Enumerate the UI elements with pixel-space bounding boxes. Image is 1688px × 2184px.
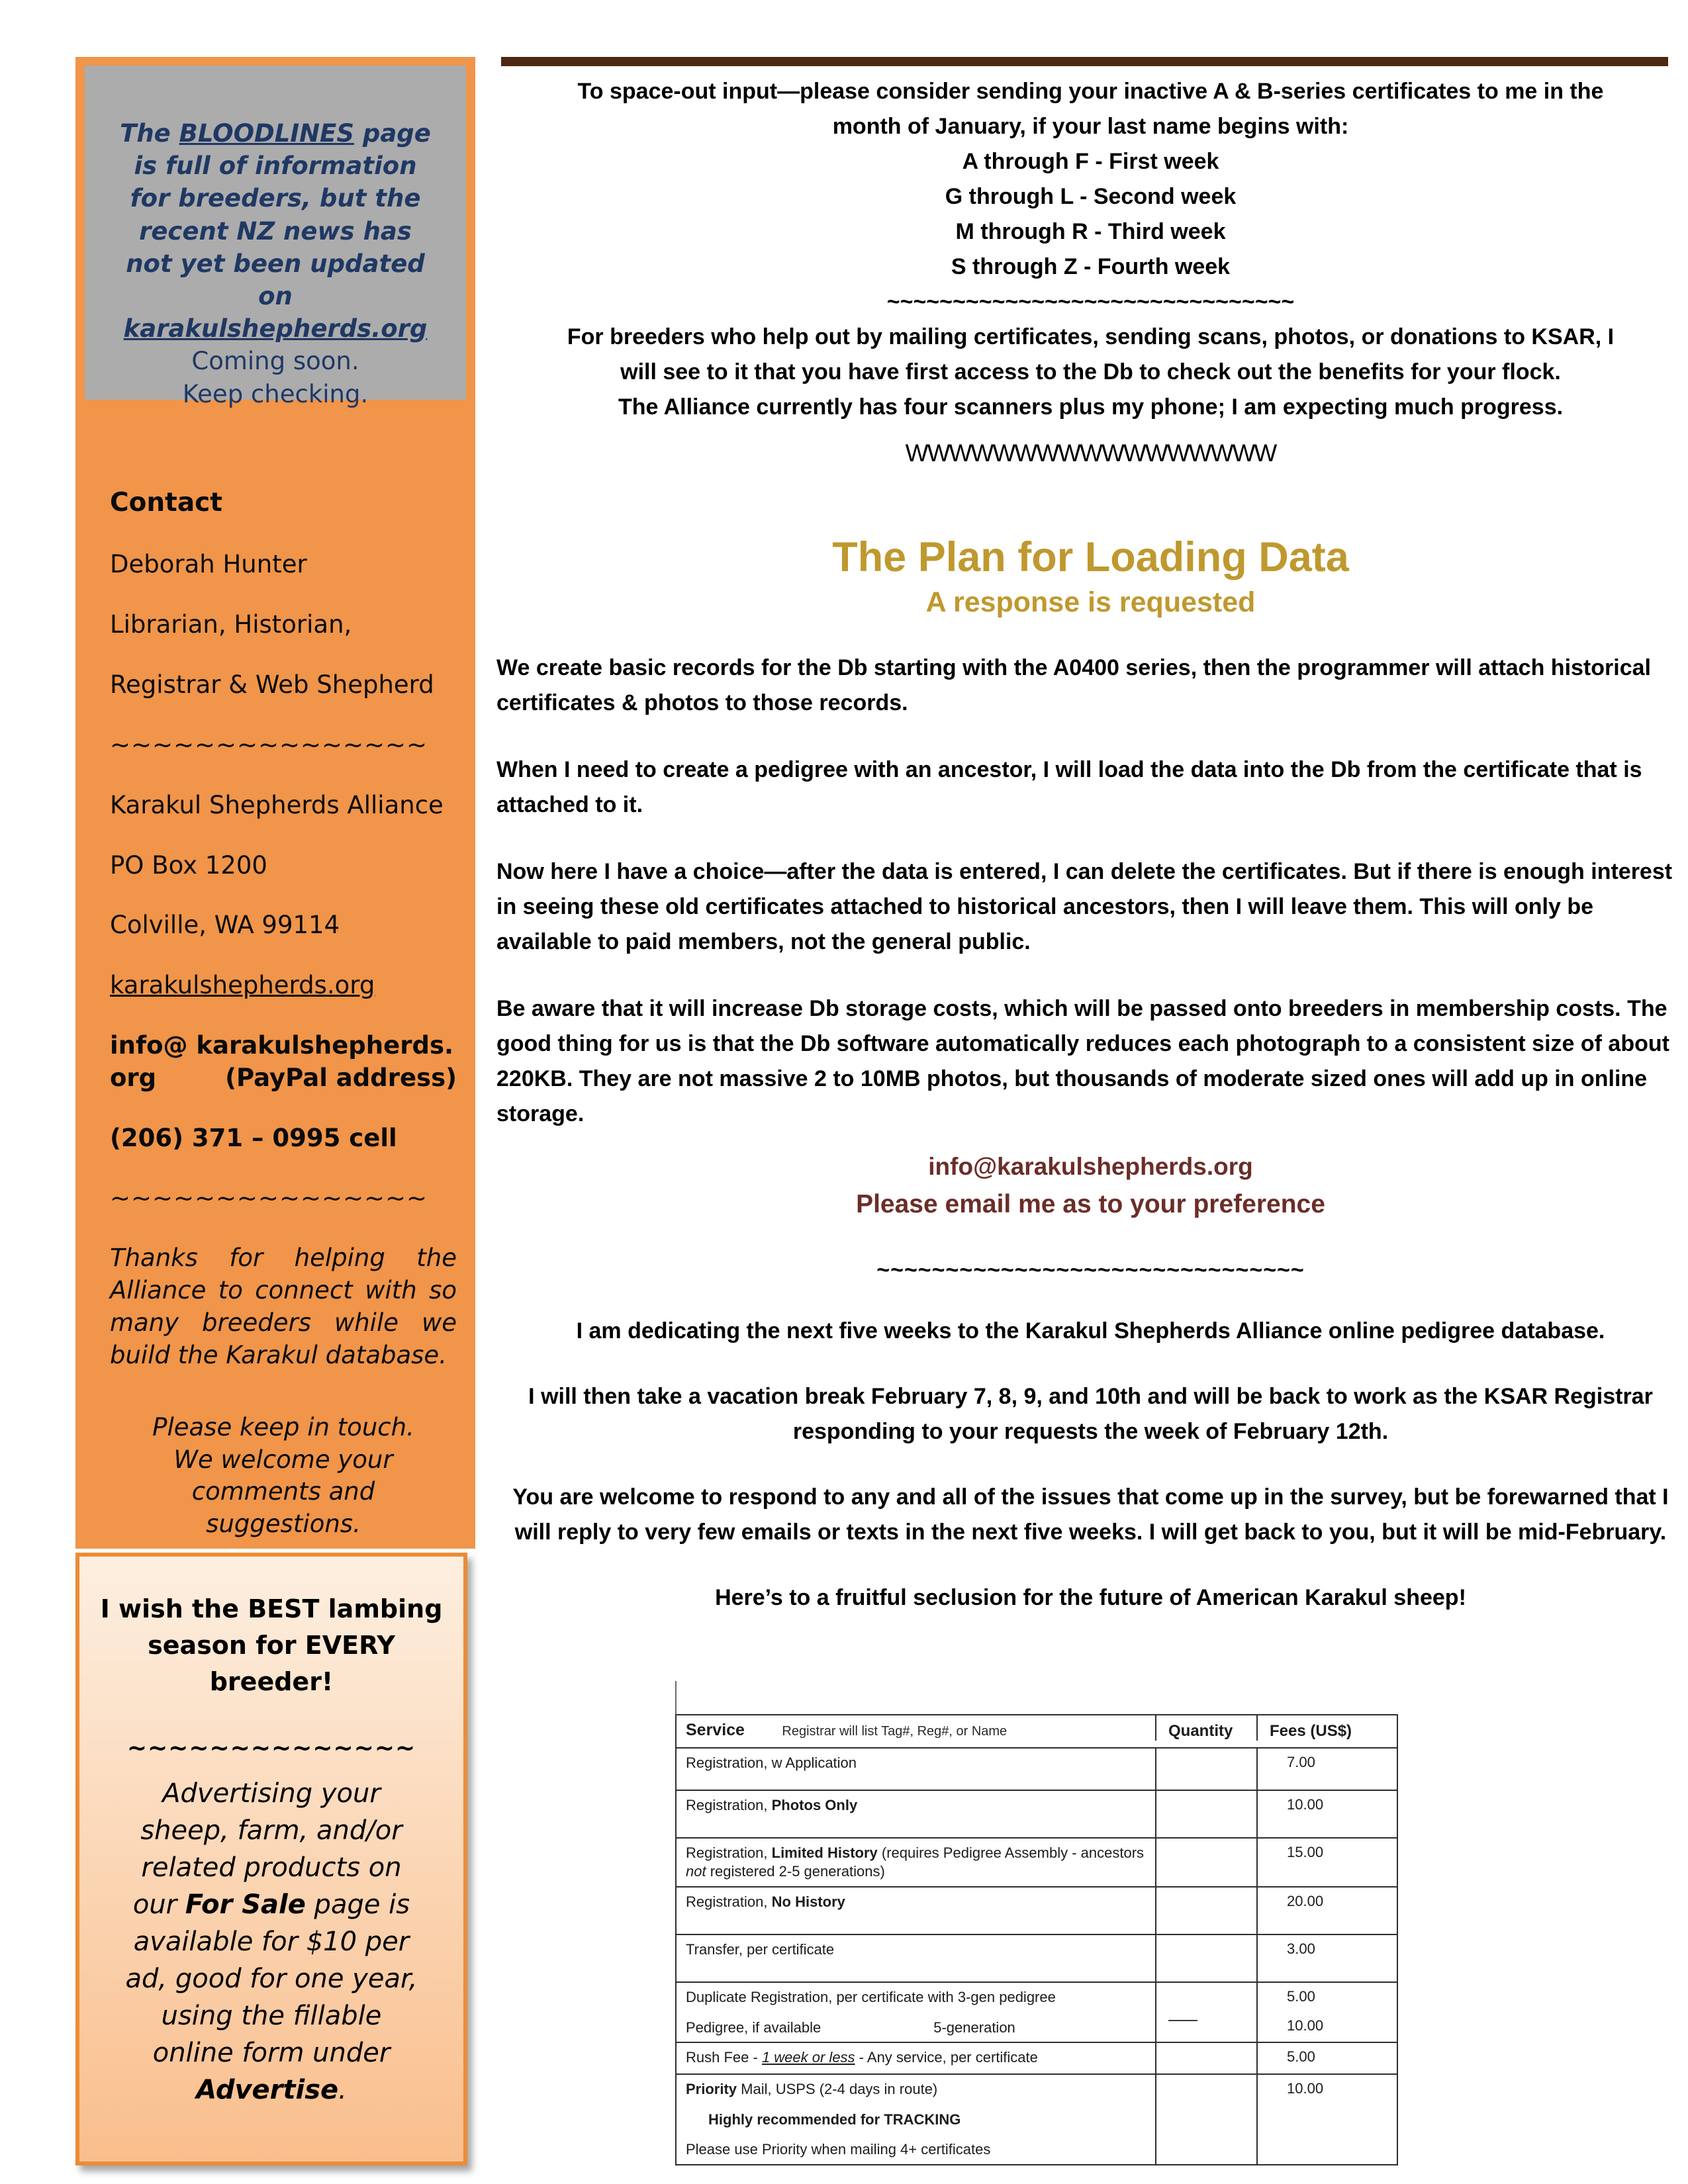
notice-lines: [85, 150, 466, 312]
service-text: [686, 2140, 1146, 2159]
text-run: Advertising your: [162, 1778, 381, 1809]
text-run: registered 2-5 generations): [706, 1862, 885, 1880]
body-paragraph: Now here I have a choice—after the data is entered, I can delete the certificates. But if there is enough interest in seeing these old certificates attached to historical ancestors, then I will leave them. This will only be available to paid members, not the general public.: [496, 859, 1673, 954]
fee-table: [675, 1714, 1398, 2165]
fee-cell: [1258, 2075, 1397, 2164]
notice-line: is full of information: [134, 152, 417, 181]
advertising-paragraph: [79, 1775, 463, 2109]
text-run: Duplicate Registration, per certificate with 3-gen pedigree: [686, 1989, 1056, 2005]
column-header-service: [677, 1715, 1155, 1744]
service-text: [686, 1940, 1146, 1959]
intro-line: To space-out input—please consider sending your inactive A & B-series certificates to me in the: [577, 79, 1604, 104]
text-run: Please use Priority when mailing 4+ certificates: [686, 2141, 991, 2158]
keep-in-touch-line: Please keep in touch.: [152, 1412, 414, 1441]
service-cell: [677, 1791, 1155, 1837]
lambing-wish-line: season for EVERY: [148, 1631, 395, 1661]
text-run: Transfer, per certificate: [686, 1941, 835, 1958]
contact-role2: Registrar & Web Shepherd: [110, 670, 434, 700]
bloodlines-link[interactable]: BLOODLINES: [179, 119, 354, 148]
centered-paragraph: I will then take a vacation break February 7, 8, 9, and 10th and will be back to work as the KSAR Registrar responding to your requests the week of February 12th.: [528, 1384, 1653, 1444]
tilde-divider: ~~~~~~~~~~~~~~~: [110, 730, 428, 759]
advertising-line: [79, 1960, 463, 1997]
contact-section: [110, 486, 457, 1541]
text-run: Photos Only: [771, 1797, 858, 1813]
service-text: [686, 2019, 1146, 2037]
quantity-cell: [1155, 1935, 1258, 1981]
contact-paypal-note: (PayPal address): [225, 1063, 457, 1092]
lambing-wish: [79, 1591, 463, 1700]
text-run: Pedigree, if available: [686, 2019, 821, 2036]
notice-line: for breeders, but the: [130, 184, 421, 213]
intro-line: G through L - Second week: [945, 184, 1237, 209]
contact-name: Deborah Hunter: [110, 550, 307, 579]
table-row: [677, 1749, 1397, 1791]
notice-line: [85, 117, 466, 150]
text-run: page is: [305, 1889, 410, 1921]
quantity-cell: [1155, 2043, 1258, 2073]
keep-in-touch-paragraph: [110, 1412, 457, 1541]
intro-line: S through Z - Fourth week: [951, 254, 1231, 279]
intro-line: month of January, if your last name begins with:: [832, 114, 1349, 139]
email-note: Please email me as to your preference: [856, 1190, 1325, 1218]
fee-cell: [1258, 1935, 1397, 1981]
advertising-line: [79, 1997, 463, 2034]
keep-in-touch-line: comments and: [191, 1477, 375, 1506]
page-subtitle: A response is requested: [925, 586, 1256, 618]
table-row: [677, 2075, 1397, 2164]
advertising-line: [79, 2071, 463, 2109]
table-row: [677, 1935, 1397, 1983]
service-text: [686, 1844, 1146, 1880]
fee-value: 10.00: [1287, 2080, 1324, 2097]
service-cell: [677, 1983, 1155, 2042]
centered-paragraph: I am dedicating the next five weeks to the Karakul Shepherds Alliance online pedigree database.: [576, 1318, 1605, 1343]
top-border-bar: [501, 57, 1668, 66]
intro-line: ~~~~~~~~~~~~~~~~~~~~~~~~~~~~~~~: [886, 289, 1295, 314]
text-run: online form under: [152, 2038, 391, 2069]
text-run: The: [120, 119, 179, 148]
text-run: Registration,: [686, 1844, 772, 1861]
fee-cell: [1258, 1888, 1397, 1934]
contact-role1: Librarian, Historian,: [110, 610, 352, 639]
intro-line: For breeders who help out by mailing certificates, sending scans, photos, or donations to KSAR, I: [567, 324, 1615, 349]
notice-line: recent NZ news has: [139, 216, 412, 246]
contact-heading: Contact: [110, 488, 222, 518]
body-paragraph: We create basic records for the Db starting with the A0400 series, then the programmer will attach historical certificates & photos to those records.: [496, 655, 1651, 715]
contact-city: Colville, WA 99114: [110, 911, 340, 940]
text-run: Mail, USPS (2-4 days in route): [737, 2081, 938, 2097]
karakulshepherds-link-text[interactable]: karakulshepherds.org: [123, 314, 428, 343]
intro-line: The Alliance currently has four scanners plus my phone; I am expecting much progress.: [618, 394, 1564, 420]
keep-checking-text: Keep checking.: [182, 379, 369, 408]
quantity-cell: [1155, 1749, 1258, 1790]
fee-cell: [1258, 1839, 1397, 1886]
keep-in-touch-line: We welcome your: [173, 1445, 393, 1474]
service-header-label: Service: [686, 1721, 745, 1739]
contact-phone: (206) 371 – 0995 cell: [110, 1123, 397, 1152]
advertising-line: [79, 1849, 463, 1886]
quantity-cell: [1155, 1888, 1258, 1934]
advertising-line: [79, 1923, 463, 1960]
text-run: 1 week or less: [761, 2049, 855, 2066]
text-run: Highly recommended for TRACKING: [708, 2111, 961, 2128]
fee-value: 20.00: [1287, 1893, 1324, 1909]
text-run: - Any service, per certificate: [855, 2049, 1038, 2066]
body-paragraph: Be aware that it will increase Db storage costs, which will be passed onto breeders in membership costs. The good thing for us is that the Db software automatically reduces each photograph to a consistent size of about 220KB. They are not massive 2 to 10MB photos, but thousands of moderate sized ones will add up in online storage.: [496, 996, 1669, 1126]
text-run: related products on: [141, 1852, 402, 1884]
text-run: page: [353, 119, 431, 148]
text-run: Registration, w Application: [686, 1754, 857, 1771]
service-text: [686, 1796, 1146, 1815]
lambing-wish-line: breeder!: [209, 1667, 334, 1697]
text-run: 5-generation: [933, 2019, 1015, 2036]
keep-in-touch-line: suggestions.: [206, 1510, 361, 1539]
text-run: Rush Fee -: [686, 2049, 762, 2066]
centered-paragraph: You are welcome to respond to any and all of the issues that come up in the survey, but be forewarned that I will reply to very few emails or texts in the next five weeks. I will get back to you, but it will be mid-February.: [512, 1484, 1669, 1545]
table-row: [677, 1983, 1397, 2043]
service-cell: [677, 1749, 1155, 1790]
tilde-divider: ~~~~~~~~~~~~~~: [126, 1735, 416, 1762]
bloodlines-notice-box: [85, 66, 466, 408]
notice-line: on: [258, 282, 293, 311]
table-row: [677, 2043, 1397, 2075]
text-run: available for $10 per: [133, 1927, 410, 1958]
quantity-cell: [1155, 1791, 1258, 1837]
quantity-cell: [1155, 1983, 1258, 2042]
fee-value: 7.00: [1287, 1754, 1315, 1770]
service-header-note: Registrar will list Tag#, Reg#, or Name: [782, 1724, 1008, 1739]
main-column: [496, 74, 1685, 1615]
column-header-quantity: Quantity: [1155, 1715, 1258, 1741]
advertising-line: [79, 1812, 463, 1849]
fee-value: 3.00: [1287, 1940, 1315, 1957]
contact-email-line1: info@ karakulshepherds.: [110, 1031, 454, 1060]
service-cell: [677, 1935, 1155, 1981]
fee-value: 10.00: [1287, 1796, 1324, 1813]
column-header-fees: Fees (US$): [1270, 1722, 1352, 1740]
intro-block: [496, 74, 1685, 425]
contact-website-link[interactable]: karakulshepherds.org: [110, 971, 375, 1000]
table-row: [677, 1839, 1397, 1888]
notice-line: not yet been updated: [126, 249, 425, 278]
intro-line: will see to it that you have first access to the Db to check out the benefits for your flock.: [620, 359, 1561, 385]
service-text: [686, 1893, 1146, 1911]
fee-cell: [1258, 2043, 1397, 2073]
text-run: No History: [771, 1893, 845, 1910]
fee-cell: [1258, 1791, 1397, 1837]
fee-cell: [1258, 1983, 1397, 2042]
text-run: For Sale: [185, 1889, 306, 1921]
service-text: [686, 1754, 1146, 1772]
coming-soon-text: Coming soon.: [191, 347, 359, 376]
contact-email-org: org: [110, 1063, 157, 1092]
text-run: our: [132, 1889, 185, 1921]
thanks-paragraph: Thanks for helping the Alliance to connect with so many breeders while we build the Karakul database.: [110, 1244, 457, 1369]
sidebar: [75, 57, 475, 1549]
email-address: info@karakulshepherds.org: [928, 1153, 1253, 1180]
closing-line: Here’s to a fruitful seclusion for the future of American Karakul sheep!: [715, 1585, 1466, 1610]
lambing-wish-line: I wish the BEST lambing: [100, 1594, 443, 1623]
text-run: (requires Pedigree Assembly - ancestors: [877, 1844, 1145, 1861]
karakulshepherds-link[interactable]: [85, 312, 466, 345]
contact-email-line2: [110, 1062, 457, 1095]
text-run: sheep, farm, and/or: [140, 1815, 402, 1846]
tilde-divider: ~~~~~~~~~~~~~~~~~~~~~~~~~~~~~~~: [876, 1257, 1305, 1283]
text-run: Limited History: [771, 1844, 878, 1861]
fee-value: 5.00: [1287, 1988, 1315, 2005]
table-row: [677, 1791, 1397, 1839]
intro-line: M through R - Third week: [955, 219, 1226, 244]
fee-value: 10.00: [1287, 2017, 1324, 2034]
advertising-line: [79, 1775, 463, 1812]
text-run: Registration,: [686, 1893, 772, 1910]
text-run: using the fillable: [161, 2001, 382, 2032]
w-divider: WWWWWWWWWWWWWWWWW: [905, 439, 1276, 467]
service-text: [686, 2111, 1146, 2129]
contact-po-box: PO Box 1200: [110, 850, 267, 880]
intro-line: A through F - First week: [962, 149, 1219, 174]
text-run: Advertise: [196, 2075, 339, 2106]
quantity-cell: [1155, 2075, 1258, 2164]
fee-table-header: [677, 1715, 1397, 1749]
body-paragraph: When I need to create a pedigree with an ancestor, I will load the data into the Db from the certificate that is attached to it.: [496, 757, 1642, 817]
text-run: ad, good for one year,: [125, 1964, 418, 1995]
text-run: not: [686, 1862, 706, 1880]
service-cell: [677, 1839, 1155, 1886]
quantity-cell: [1155, 1839, 1258, 1886]
service-cell: [677, 2075, 1155, 2164]
advertising-line: [79, 1886, 463, 1923]
contact-org: Karakul Shepherds Alliance: [110, 790, 444, 819]
text-run: .: [338, 2075, 347, 2106]
service-cell: [677, 2043, 1155, 2073]
table-row: [677, 1888, 1397, 1935]
page-title: The Plan for Loading Data: [832, 534, 1349, 580]
service-text: [686, 1988, 1146, 2007]
text-run: Priority: [686, 2081, 737, 2097]
fee-value: 15.00: [1287, 1844, 1324, 1860]
fee-table-rows: [677, 1749, 1397, 2164]
advert-box: [75, 1553, 467, 2165]
fee-value: 5.00: [1287, 2048, 1315, 2065]
service-text: [686, 2080, 1146, 2099]
service-text: [686, 2048, 1146, 2067]
service-cell: [677, 1888, 1155, 1934]
advertising-line: [79, 2034, 463, 2071]
quantity-dash-mark: [1168, 2020, 1197, 2021]
fee-cell: [1258, 1749, 1397, 1790]
scan-artifact-line: [675, 1681, 677, 1714]
text-run: Registration,: [686, 1797, 772, 1813]
tilde-divider: ~~~~~~~~~~~~~~~: [110, 1183, 428, 1212]
